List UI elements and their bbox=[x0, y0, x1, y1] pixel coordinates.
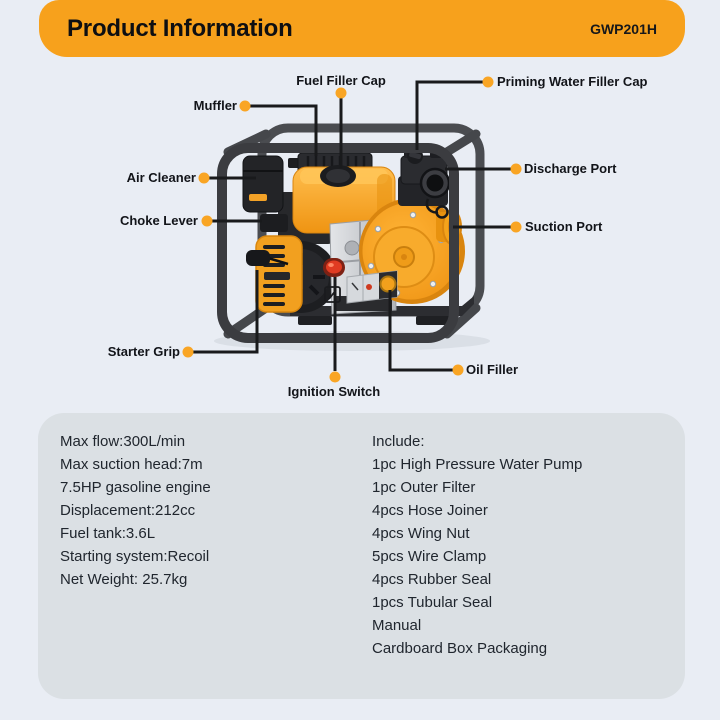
control-panel-part bbox=[347, 271, 397, 303]
include-line: 1pcs Tubular Seal bbox=[372, 594, 493, 611]
spec-line: Displacement:212cc bbox=[60, 502, 196, 519]
callout-label-muffler: Muffler bbox=[193, 98, 237, 113]
callout-dot-oil-filler bbox=[453, 365, 464, 376]
priming-cap-part bbox=[407, 148, 423, 164]
callout-dot-choke-lever bbox=[202, 216, 213, 227]
include-column bbox=[372, 430, 582, 660]
callout-dot-starter-grip bbox=[183, 347, 194, 358]
callout-dot-ignition-switch bbox=[330, 372, 341, 383]
callout-dot-priming-water-filler-cap bbox=[483, 77, 494, 88]
ground-shadow bbox=[214, 331, 490, 351]
include-line: Include: bbox=[372, 433, 425, 450]
callout-label-starter-grip: Starter Grip bbox=[107, 344, 180, 359]
starter-grip-part bbox=[246, 250, 288, 266]
callout-label-ignition-switch: Ignition Switch bbox=[287, 384, 381, 399]
specs-panel bbox=[38, 413, 685, 699]
callout-dot-fuel-filler-cap bbox=[336, 88, 347, 99]
oil-filler-cap-part bbox=[381, 277, 396, 292]
header-bar bbox=[39, 0, 685, 57]
spec-line: Max suction head:7m bbox=[60, 456, 203, 473]
suction-port-part bbox=[436, 210, 461, 244]
callout-label-oil-filler: Oil Filler bbox=[466, 362, 519, 377]
pump-base bbox=[290, 296, 474, 325]
include-line: Manual bbox=[372, 617, 422, 634]
engine-top-part bbox=[278, 192, 334, 244]
include-line: 4pcs Rubber Seal bbox=[372, 571, 492, 588]
callout-lines bbox=[193, 82, 511, 371]
pump-frame bbox=[228, 128, 480, 334]
callout-label-air-cleaner: Air Cleaner bbox=[126, 170, 196, 185]
fuel-tank-part bbox=[293, 167, 395, 233]
spec-line: Fuel tank:3.6L bbox=[60, 525, 156, 542]
spec-line: 7.5HP gasoline engine bbox=[60, 479, 211, 496]
flywheel-part bbox=[265, 241, 337, 313]
callout-label-suction-port: Suction Port bbox=[525, 219, 603, 234]
spec-line: Max flow:300L/min bbox=[60, 433, 186, 450]
callout-dot-discharge-port bbox=[511, 164, 522, 175]
callout-line-priming-water-filler-cap bbox=[417, 82, 483, 150]
callout-label-fuel-filler-cap: Fuel Filler Cap bbox=[296, 73, 386, 88]
brand-logo bbox=[264, 272, 290, 280]
include-line: 5pcs Wire Clamp bbox=[372, 548, 487, 565]
callout-label-choke-lever: Choke Lever bbox=[119, 213, 198, 228]
pump-frame-front bbox=[222, 148, 454, 338]
air-cleaner-part bbox=[243, 156, 283, 212]
include-line: 1pc Outer Filter bbox=[372, 479, 476, 496]
include-line: 1pc High Pressure Water Pump bbox=[372, 456, 583, 473]
volute-part bbox=[359, 198, 465, 304]
spec-line: Starting system:Recoil bbox=[60, 548, 210, 565]
callout-dot-suction-port bbox=[511, 222, 522, 233]
discharge-port-part bbox=[398, 148, 449, 218]
spec-line: Net Weight: 25.7kg bbox=[60, 571, 188, 588]
recoil-cover-part bbox=[256, 236, 302, 312]
callout-label-discharge-port: Discharge Port bbox=[524, 161, 617, 176]
ignition-switch-part bbox=[323, 258, 345, 277]
callout-dot-muffler bbox=[240, 101, 251, 112]
callout-dot-air-cleaner bbox=[199, 173, 210, 184]
include-line: 4pcs Hose Joiner bbox=[372, 502, 488, 519]
engine-block-part bbox=[330, 218, 396, 314]
model-number: GWP201H bbox=[590, 21, 657, 37]
callout-label-priming-water-filler-cap: Priming Water Filler Cap bbox=[497, 74, 648, 89]
include-line: 4pcs Wing Nut bbox=[372, 525, 470, 542]
callout-line-oil-filler bbox=[390, 290, 453, 370]
choke-lever-part bbox=[260, 214, 288, 232]
callout-dots bbox=[183, 77, 522, 383]
include-line: Cardboard Box Packaging bbox=[372, 640, 548, 657]
callout-line-starter-grip bbox=[193, 270, 257, 352]
muffler-part bbox=[288, 153, 372, 179]
specs-column bbox=[60, 430, 211, 591]
fuel-cap-part bbox=[320, 165, 356, 187]
callout-line-muffler bbox=[250, 106, 316, 156]
page-title: Product Information bbox=[67, 15, 293, 42]
warning-decal bbox=[325, 287, 340, 302]
